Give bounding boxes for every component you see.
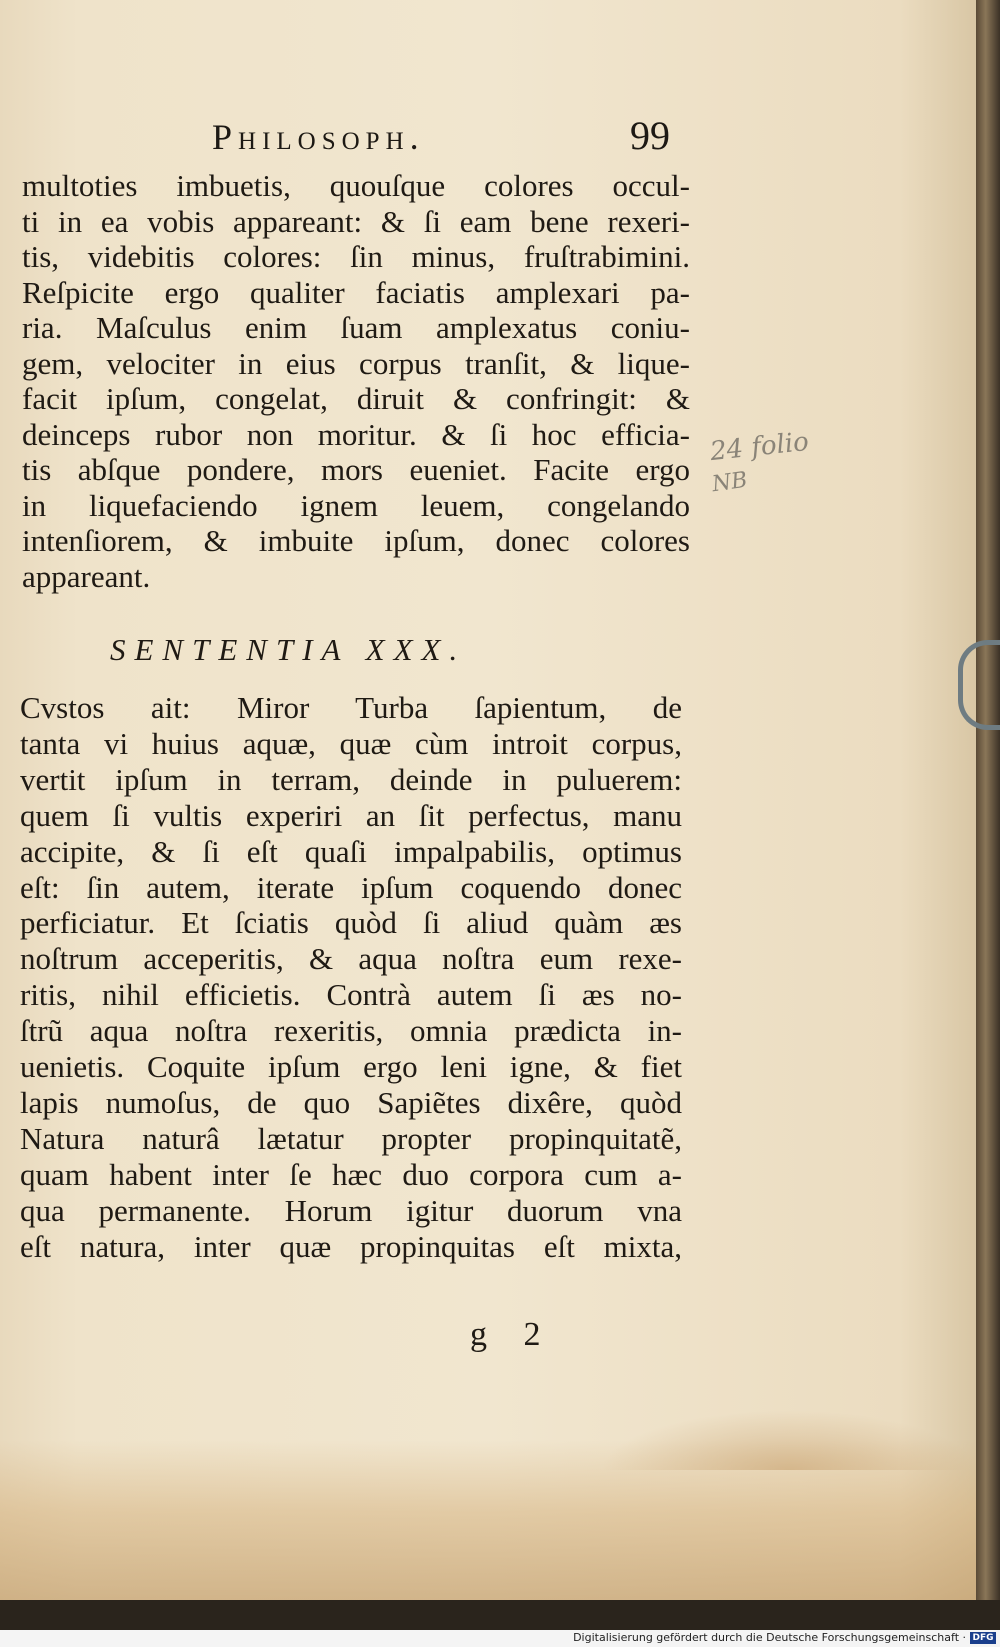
text-line: uenietis. Coquite ipſum ergo leni igne, & fiet <box>20 1049 682 1085</box>
text-line: lapis numoſus, de quo Sapiẽtes dixêre, quòd <box>20 1084 682 1120</box>
funding-credit: Digitalisierung gefördert durch die Deutsche Forschungsgemeinschaft · <box>573 1631 966 1644</box>
text-line: eſt natura, inter quæ propinquitas eſt mixta, <box>20 1228 682 1264</box>
water-stain-edge <box>600 1410 978 1470</box>
text-line: tanta vi huius aquæ, quæ cùm introit corpus, <box>20 725 682 761</box>
text-line: tis, videbitis colores: ſin minus, fruſtrabimini. <box>22 239 690 274</box>
text-line: Reſpicite ergo qualiter faciatis amplexari pa- <box>22 274 690 310</box>
text-line: in liquefaciendo ignem leuem, congelando <box>22 487 690 523</box>
text-line: perficiatur. Et ſciatis quòd ſi aliud quàm æs <box>20 905 682 941</box>
text-line: gem, velociter in eius corpus tranſit, & lique- <box>22 345 690 381</box>
page-header <box>200 112 700 172</box>
text-line: eſt: ſin autem, iterate ipſum coquendo donec <box>20 869 682 905</box>
text-line: deinceps rubor non moritur. & ſi hoc efficia- <box>22 416 690 452</box>
text-line: ti in ea vobis appareant: & ſi eam bene rexeri- <box>22 203 690 239</box>
footer-bar <box>0 1630 1000 1647</box>
text-line: quam habent inter ſe hæc duo corpora cum a- <box>20 1156 682 1192</box>
page-number: 99 <box>630 113 670 158</box>
text-line: accipite, & ſi eſt quaſi impalpabilis, optimus <box>20 833 682 869</box>
page-clip <box>958 640 1000 730</box>
text-line: appareant. <box>22 558 151 594</box>
running-head: Philosoph. <box>212 117 425 157</box>
text-line: multoties imbuetis, quouſque colores occul- <box>22 168 690 203</box>
text-line: noſtrum acceperitis, & aqua noſtra eum rexe- <box>20 941 682 977</box>
text-line: intenſiorem, & imbuite ipſum, donec colores <box>22 523 690 558</box>
text-line: ria. Maſculus enim ſuam amplexatus coniu- <box>22 310 690 345</box>
paragraph-2 <box>20 690 682 1265</box>
text-line: Cvstos ait: Miror Turba ſapientum, de <box>20 690 682 725</box>
text-line: ritis, nihil efficietis. Contrà autem ſi æs no- <box>20 977 682 1013</box>
signature-mark: g 2 <box>470 1316 555 1353</box>
margin-annotation-mark: NB <box>710 467 749 498</box>
section-title: SENTENTIA XXX. <box>110 632 467 667</box>
text-line: qua permanente. Horum igitur duorum vna <box>20 1192 682 1228</box>
text-line: Natura naturâ lætatur propter propinquitatẽ, <box>20 1120 682 1156</box>
text-line: tis abſque pondere, mors eueniet. Facite ergo <box>22 452 690 487</box>
dfg-logo: DFG <box>970 1632 996 1644</box>
book-edge <box>976 0 1000 1600</box>
paragraph-1 <box>22 168 690 594</box>
margin-annotation: 24 folio <box>708 426 811 468</box>
text-line: vertit ipſum in terram, deinde in puluerem: <box>20 761 682 797</box>
text-line: ſtrũ aqua noſtra rexeritis, omnia prædicta in- <box>20 1013 682 1049</box>
text-line: facit ipſum, congelat, diruit & confringit: & <box>22 381 690 416</box>
text-line: quem ſi vultis experiri an ſit perfectus, manu <box>20 797 682 833</box>
